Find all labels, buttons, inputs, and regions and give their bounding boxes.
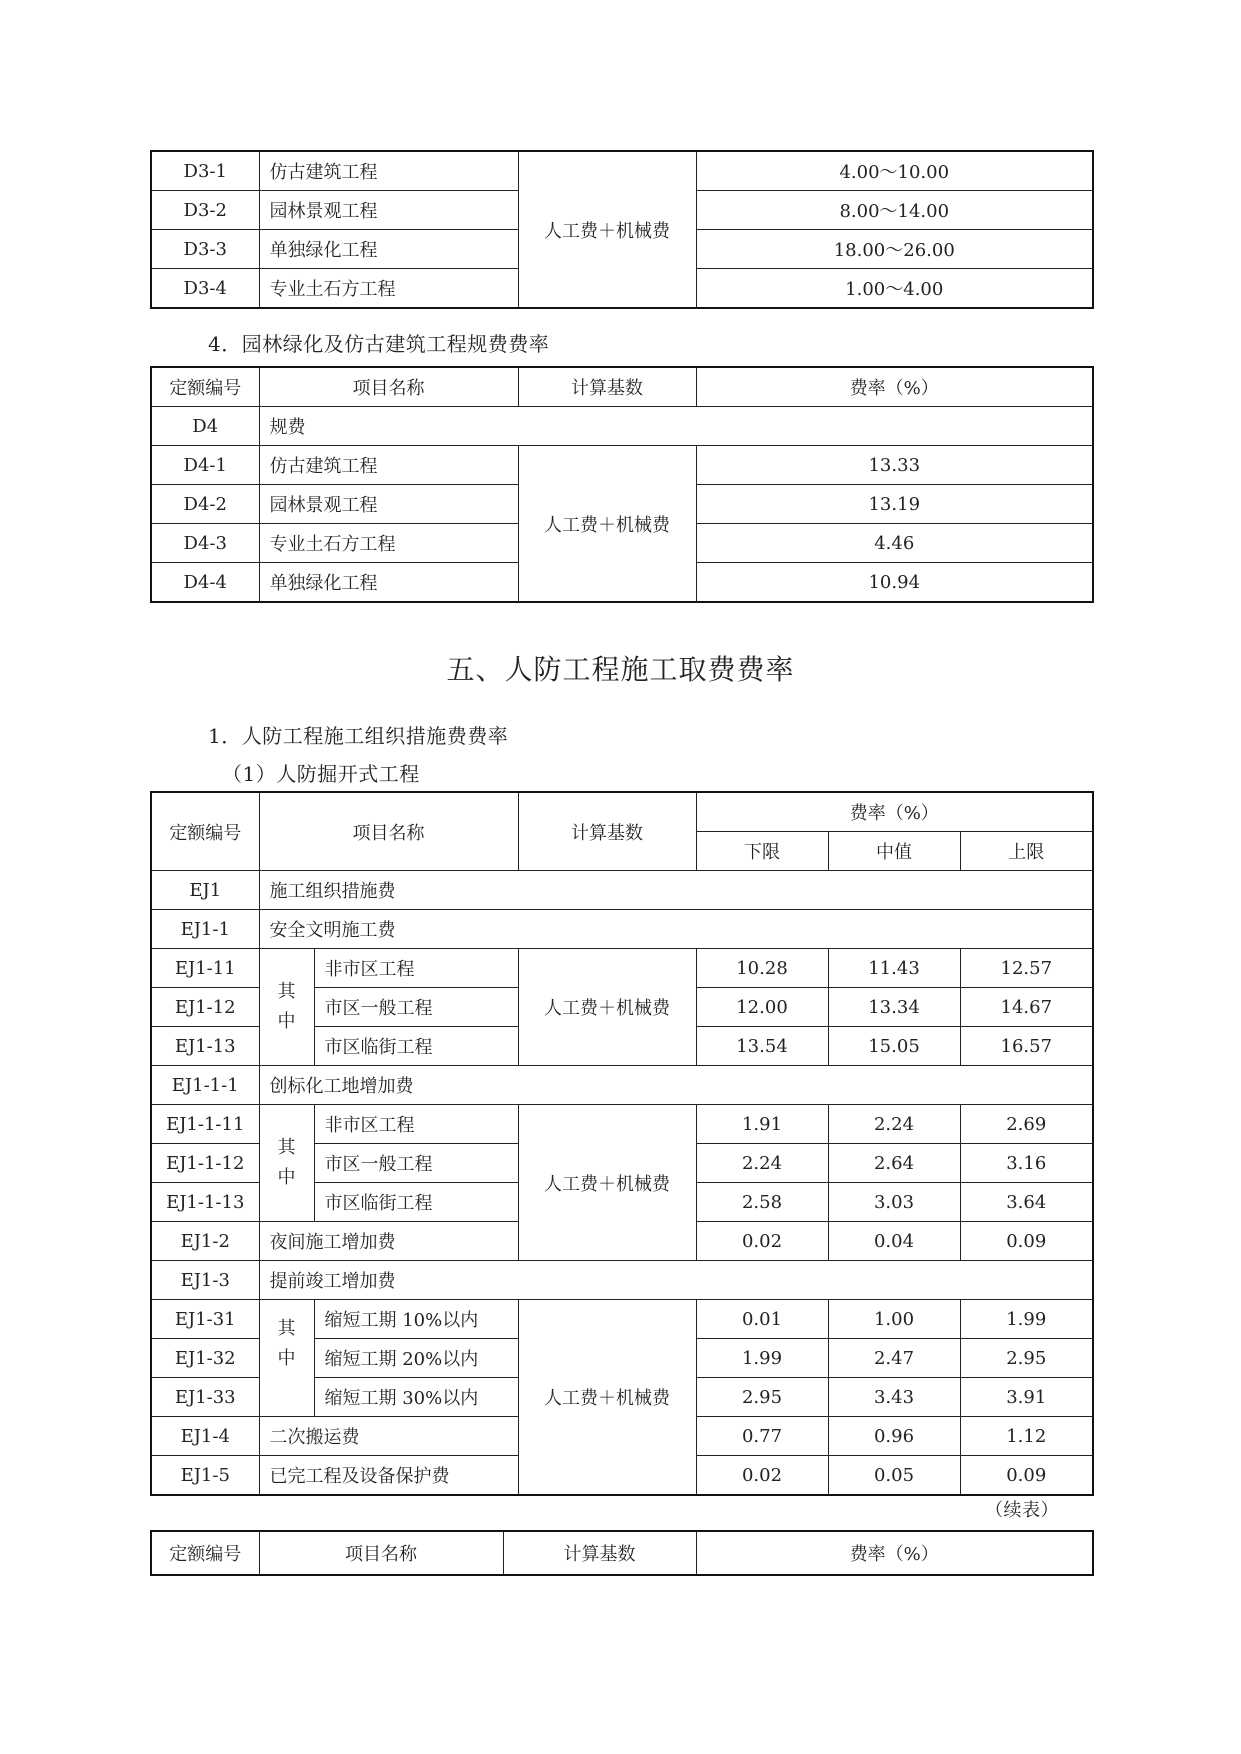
section-1-title: 1．人防工程施工组织措施费费率 bbox=[208, 724, 509, 748]
mid-cell: 0.96 bbox=[828, 1417, 960, 1456]
qizhong-cell bbox=[259, 1105, 314, 1222]
header-base: 计算基数 bbox=[503, 1531, 696, 1575]
continued-label: （续表） bbox=[985, 1500, 1059, 1521]
name-cell: 缩短工期 10%以内 bbox=[314, 1300, 518, 1339]
code-cell: EJ1-13 bbox=[151, 1027, 259, 1066]
table-group-row bbox=[151, 871, 1093, 910]
name-cell: 缩短工期 30%以内 bbox=[314, 1378, 518, 1417]
code-cell: EJ1-4 bbox=[151, 1417, 259, 1456]
mid-cell: 13.34 bbox=[828, 988, 960, 1027]
low-cell: 0.01 bbox=[696, 1300, 828, 1339]
mid-cell: 2.64 bbox=[828, 1144, 960, 1183]
high-cell: 2.95 bbox=[960, 1339, 1093, 1378]
high-cell: 3.64 bbox=[960, 1183, 1093, 1222]
low-cell: 2.58 bbox=[696, 1183, 828, 1222]
name-cell: 缩短工期 20%以内 bbox=[314, 1339, 518, 1378]
code-cell: D4-3 bbox=[151, 524, 259, 563]
rate-cell: 4.46 bbox=[696, 524, 1093, 563]
name-cell: 专业土石方工程 bbox=[259, 524, 518, 563]
code-cell: D4-2 bbox=[151, 485, 259, 524]
mid-cell: 3.43 bbox=[828, 1378, 960, 1417]
name-cell: 园林景观工程 bbox=[259, 191, 518, 230]
code-cell: EJ1-32 bbox=[151, 1339, 259, 1378]
mid-cell: 11.43 bbox=[828, 949, 960, 988]
low-cell: 1.99 bbox=[696, 1339, 828, 1378]
name-cell: 提前竣工增加费 bbox=[259, 1261, 1093, 1300]
code-cell: EJ1-1 bbox=[151, 910, 259, 949]
name-cell: 非市区工程 bbox=[314, 949, 518, 988]
mid-cell: 3.03 bbox=[828, 1183, 960, 1222]
low-cell: 0.02 bbox=[696, 1456, 828, 1496]
table-header-row bbox=[151, 1531, 1093, 1575]
name-cell: 市区一般工程 bbox=[314, 1144, 518, 1183]
table-d4 bbox=[150, 366, 1094, 603]
qizhong-label: 其中 bbox=[277, 1318, 296, 1369]
code-cell: EJ1-12 bbox=[151, 988, 259, 1027]
high-cell: 14.67 bbox=[960, 988, 1093, 1027]
name-cell: 安全文明施工费 bbox=[259, 910, 1093, 949]
table-group-row bbox=[151, 407, 1093, 446]
table-group-row bbox=[151, 910, 1093, 949]
code-cell: D3-1 bbox=[151, 151, 259, 191]
header-rate: 费率（%） bbox=[696, 792, 1093, 832]
high-cell: 12.57 bbox=[960, 949, 1093, 988]
high-cell: 3.91 bbox=[960, 1378, 1093, 1417]
rate-cell: 1.00～4.00 bbox=[696, 269, 1093, 309]
name-cell: 市区临街工程 bbox=[314, 1027, 518, 1066]
header-code: 定额编号 bbox=[151, 792, 259, 871]
table-header-row bbox=[151, 367, 1093, 407]
base-cell: 人工费＋机械费 bbox=[518, 151, 696, 308]
qizhong-cell bbox=[259, 1300, 314, 1417]
rate-cell: 10.94 bbox=[696, 563, 1093, 603]
name-cell: 已完工程及设备保护费 bbox=[259, 1456, 518, 1496]
header-code: 定额编号 bbox=[151, 367, 259, 407]
base-cell: 人工费＋机械费 bbox=[518, 949, 696, 1066]
rate-cell: 18.00～26.00 bbox=[696, 230, 1093, 269]
code-cell: EJ1-1-1 bbox=[151, 1066, 259, 1105]
subsection-1-title: （1）人防掘开式工程 bbox=[222, 762, 420, 786]
high-cell: 16.57 bbox=[960, 1027, 1093, 1066]
name-cell: 市区一般工程 bbox=[314, 988, 518, 1027]
qizhong-cell bbox=[259, 949, 314, 1066]
mid-cell: 1.00 bbox=[828, 1300, 960, 1339]
name-cell: 非市区工程 bbox=[314, 1105, 518, 1144]
header-mid: 中值 bbox=[828, 832, 960, 871]
header-name: 项目名称 bbox=[259, 792, 518, 871]
code-cell: D3-3 bbox=[151, 230, 259, 269]
chapter-5-title: 五、人防工程施工取费费率 bbox=[446, 653, 795, 686]
mid-cell: 2.24 bbox=[828, 1105, 960, 1144]
low-cell: 12.00 bbox=[696, 988, 828, 1027]
rate-cell: 8.00～14.00 bbox=[696, 191, 1093, 230]
low-cell: 0.02 bbox=[696, 1222, 828, 1261]
name-cell: 仿古建筑工程 bbox=[259, 446, 518, 485]
high-cell: 3.16 bbox=[960, 1144, 1093, 1183]
header-rate: 费率（%） bbox=[696, 367, 1093, 407]
header-low: 下限 bbox=[696, 832, 828, 871]
code-cell: D4-4 bbox=[151, 563, 259, 603]
low-cell: 2.95 bbox=[696, 1378, 828, 1417]
table-row bbox=[151, 151, 1093, 191]
low-cell: 10.28 bbox=[696, 949, 828, 988]
code-cell: D4 bbox=[151, 407, 259, 446]
name-cell: 专业土石方工程 bbox=[259, 269, 518, 309]
mid-cell: 0.04 bbox=[828, 1222, 960, 1261]
section-4-title: 4．园林绿化及仿古建筑工程规费费率 bbox=[208, 332, 550, 356]
table-header-row bbox=[151, 792, 1093, 832]
name-cell: 二次搬运费 bbox=[259, 1417, 518, 1456]
code-cell: EJ1 bbox=[151, 871, 259, 910]
low-cell: 13.54 bbox=[696, 1027, 828, 1066]
low-cell: 0.77 bbox=[696, 1417, 828, 1456]
name-cell: 夜间施工增加费 bbox=[259, 1222, 518, 1261]
header-name: 项目名称 bbox=[259, 367, 518, 407]
code-cell: EJ1-1-12 bbox=[151, 1144, 259, 1183]
base-cell: 人工费＋机械费 bbox=[518, 446, 696, 603]
name-cell: 施工组织措施费 bbox=[259, 871, 1093, 910]
table-row bbox=[151, 949, 1093, 988]
name-cell: 规费 bbox=[259, 407, 1093, 446]
code-cell: D3-4 bbox=[151, 269, 259, 309]
table-group-row bbox=[151, 1066, 1093, 1105]
name-cell: 园林景观工程 bbox=[259, 485, 518, 524]
table-continued bbox=[150, 1530, 1094, 1576]
high-cell: 0.09 bbox=[960, 1222, 1093, 1261]
table-row bbox=[151, 1300, 1093, 1339]
table-row bbox=[151, 1105, 1093, 1144]
name-cell: 仿古建筑工程 bbox=[259, 151, 518, 191]
high-cell: 1.12 bbox=[960, 1417, 1093, 1456]
table-d3 bbox=[150, 150, 1094, 309]
header-base: 计算基数 bbox=[518, 367, 696, 407]
code-cell: EJ1-3 bbox=[151, 1261, 259, 1300]
mid-cell: 0.05 bbox=[828, 1456, 960, 1496]
header-high: 上限 bbox=[960, 832, 1093, 871]
qizhong-label: 其中 bbox=[277, 981, 296, 1032]
code-cell: D3-2 bbox=[151, 191, 259, 230]
table-ej1 bbox=[150, 791, 1094, 1496]
header-base: 计算基数 bbox=[518, 792, 696, 871]
header-rate: 费率（%） bbox=[696, 1531, 1093, 1575]
rate-cell: 4.00～10.00 bbox=[696, 151, 1093, 191]
rate-cell: 13.33 bbox=[696, 446, 1093, 485]
low-cell: 2.24 bbox=[696, 1144, 828, 1183]
table-group-row bbox=[151, 1261, 1093, 1300]
header-code: 定额编号 bbox=[151, 1531, 259, 1575]
rate-cell: 13.19 bbox=[696, 485, 1093, 524]
high-cell: 0.09 bbox=[960, 1456, 1093, 1496]
high-cell: 1.99 bbox=[960, 1300, 1093, 1339]
code-cell: EJ1-1-11 bbox=[151, 1105, 259, 1144]
qizhong-label: 其中 bbox=[277, 1137, 296, 1188]
code-cell: EJ1-2 bbox=[151, 1222, 259, 1261]
code-cell: EJ1-5 bbox=[151, 1456, 259, 1496]
base-cell: 人工费＋机械费 bbox=[518, 1105, 696, 1261]
code-cell: EJ1-31 bbox=[151, 1300, 259, 1339]
low-cell: 1.91 bbox=[696, 1105, 828, 1144]
code-cell: EJ1-33 bbox=[151, 1378, 259, 1417]
code-cell: EJ1-11 bbox=[151, 949, 259, 988]
high-cell: 2.69 bbox=[960, 1105, 1093, 1144]
table-row bbox=[151, 446, 1093, 485]
code-cell: EJ1-1-13 bbox=[151, 1183, 259, 1222]
mid-cell: 2.47 bbox=[828, 1339, 960, 1378]
name-cell: 单独绿化工程 bbox=[259, 230, 518, 269]
name-cell: 创标化工地增加费 bbox=[259, 1066, 1093, 1105]
name-cell: 市区临街工程 bbox=[314, 1183, 518, 1222]
base-cell: 人工费＋机械费 bbox=[518, 1300, 696, 1496]
code-cell: D4-1 bbox=[151, 446, 259, 485]
mid-cell: 15.05 bbox=[828, 1027, 960, 1066]
header-name: 项目名称 bbox=[259, 1531, 503, 1575]
name-cell: 单独绿化工程 bbox=[259, 563, 518, 603]
